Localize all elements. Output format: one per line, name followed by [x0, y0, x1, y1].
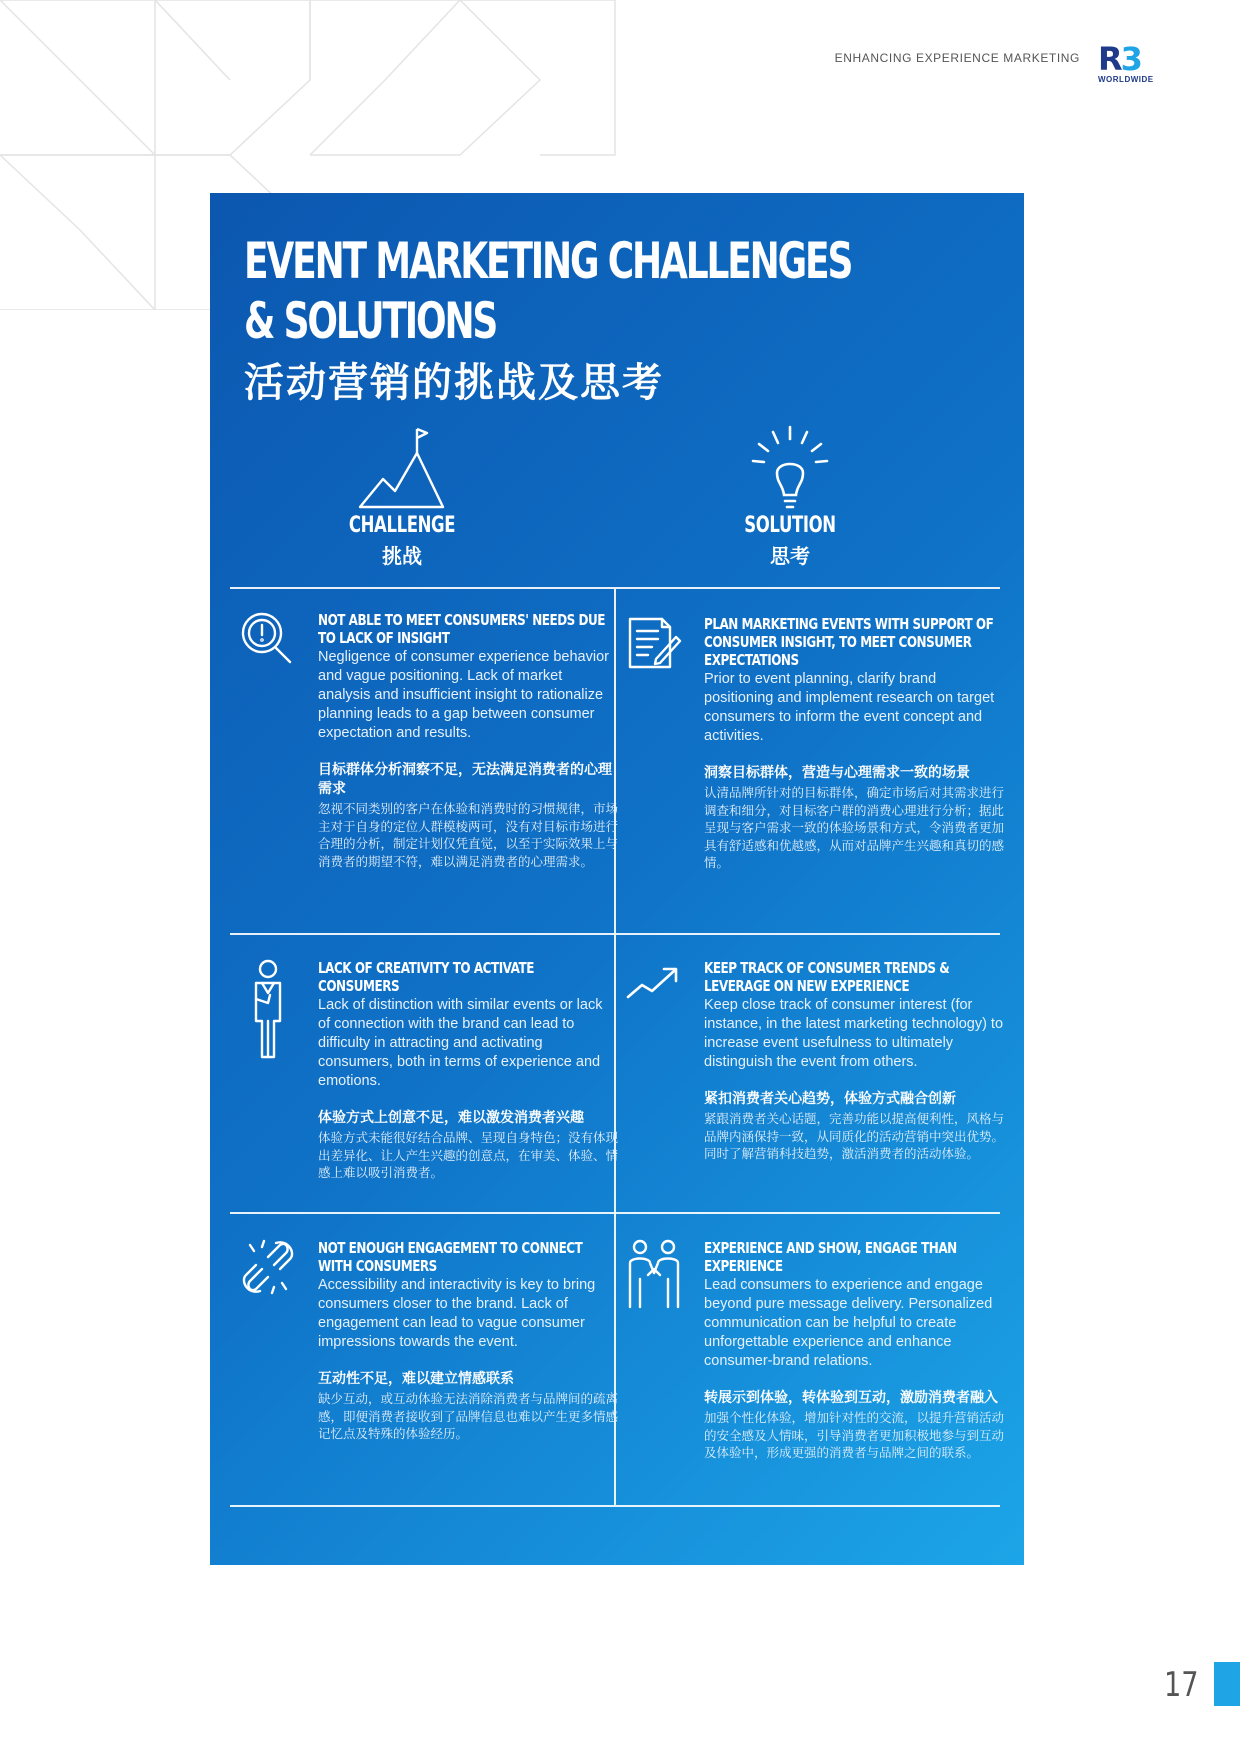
page-tab-marker — [1214, 1662, 1240, 1706]
logo-subtitle: WORLDWIDE — [1098, 75, 1154, 84]
challenge-title: NOT ENOUGH ENGAGEMENT TO CONNECT WITH CONSUMERS — [318, 1239, 583, 1275]
page-title-line-2: & SOLUTIONS — [244, 292, 497, 350]
challenge-body: Lack of distinction with similar events or lack of connection with the brand can lead to difficulty in attracting and activating consumers, both in terms of experience and emotions. — [318, 997, 603, 1089]
page-title-chinese: 活动营销的挑战及思考 — [244, 360, 664, 406]
challenge-body-chinese: 忽视不同类别的客户在体验和消费时的习惯规律，市场主对于自身的定位人群模棱两可，没有对目标市场进行合理的分析，制定计划仅凭直觉，以至于实际效果上与消费者的期望不符，难以满足消费者的心理需求。 — [318, 801, 619, 869]
thinking-person-icon — [240, 959, 296, 1059]
solution-body-chinese: 加强个性化体验，增加针对性的交流，以提升营销活动的安全感及人情味，引导消费者更加积极地参与到互动及体验中，形成更强的消费者与品牌之间的联系。 — [704, 1410, 1005, 1460]
company-logo — [1098, 40, 1162, 84]
solution-body: Keep close track of consumer interest (for instance, in the latest marketing technology) to increase event usefulness to ultimately distinguish the event from others. — [704, 997, 1004, 1070]
solution-body: Lead consumers to experience and engage beyond pure message delivery. Personalized communication can be helpful to create unforgettable experience and enhance consumer-brand relations. — [704, 1277, 993, 1369]
challenge-body-chinese: 缺少互动，或互动体验无法消除消费者与品牌间的疏离感，即便消费者接收到了品牌信息也难以产生更多情感记忆点及特殊的体验经历。 — [318, 1391, 619, 1441]
header-tagline: ENHANCING EXPERIENCE MARKETING — [834, 51, 1080, 65]
solution-title-chinese: 洞察目标群体，营造与心理需求一致的场景 — [704, 765, 970, 781]
solution-body: Prior to event planning, clarify brand positioning and implement research on target consumers to inform the event concept and activities. — [704, 671, 995, 744]
page-number: 17 — [1164, 1665, 1199, 1705]
logo-mark: R3 — [1098, 40, 1141, 78]
handshake-people-icon — [626, 1239, 682, 1309]
mountain-flag-icon — [357, 425, 447, 509]
challenge-title: LACK OF CREATIVITY TO ACTIVATE CONSUMERS — [318, 959, 534, 995]
challenge-body: Accessibility and interactivity is key to bring consumers closer to the brand. Lack of engagement can lead to vague consumer impressions towards the event. — [318, 1277, 596, 1350]
trend-up-icon — [626, 959, 682, 1015]
challenge-title: NOT ABLE TO MEET CONSUMERS' NEEDS DUE TO LACK OF INSIGHT — [318, 611, 605, 647]
challenge-body: Negligence of consumer experience behavior and vague positioning. Lack of market analysis and insufficient insight to rationalize planning leads to a gap between consumer expectation and results. — [318, 649, 609, 741]
solution-title-chinese: 紧扣消费者关心趋势，体验方式融合创新 — [704, 1091, 956, 1107]
solution-body-chinese: 认清品牌所针对的目标群体，确定市场后对其需求进行调查和细分，对目标客户群的消费心理进行分析；据此呈现与客户需求一致的体验场景和方式，令消费者更加具有舒适感和优越感，从而对品牌产生兴趣和真切的感情。 — [704, 785, 1005, 870]
magnifier-alert-icon — [240, 611, 296, 667]
lightbulb-icon — [745, 425, 835, 509]
challenge-title-chinese: 体验方式上创意不足，难以激发消费者兴趣 — [318, 1110, 584, 1126]
solution-label-chinese: 思考 — [770, 544, 810, 568]
document-pen-icon — [626, 615, 682, 671]
solution-title: PLAN MARKETING EVENTS WITH SUPPORT OF CONSUMER INSIGHT, TO MEET CONSUMER EXPECTATIONS — [704, 615, 994, 669]
solution-title-chinese: 转展示到体验，转体验到互动，激励消费者融入 — [704, 1390, 998, 1406]
divider-bottom — [230, 1505, 1000, 1507]
solution-body-chinese: 紧跟消费者关心话题，完善功能以提高便利性，风格与品牌内涵保持一致，从同质化的活动营销中突出优势。同时了解营销科技趋势，激活消费者的活动体验。 — [704, 1111, 1005, 1161]
challenge-body-chinese: 体验方式未能很好结合品牌、呈现自身特色；没有体现出差异化、让人产生兴趣的创意点，在审美、体验、情感上难以吸引消费者。 — [318, 1130, 619, 1180]
solution-title: KEEP TRACK OF CONSUMER TRENDS & LEVERAGE ON NEW EXPERIENCE — [704, 959, 950, 995]
challenge-title-chinese: 互动性不足，难以建立情感联系 — [318, 1371, 514, 1387]
broken-chain-icon — [240, 1239, 296, 1295]
solution-column-header — [680, 425, 900, 569]
page-title-line-1: EVENT MARKETING CHALLENGES — [244, 232, 852, 290]
content-panel — [210, 193, 1024, 1565]
page-title — [244, 231, 851, 351]
challenge-title-chinese: 目标群体分析洞察不足，无法满足消费者的心理需求 — [318, 762, 612, 797]
challenge-label-chinese: 挑战 — [382, 544, 422, 568]
challenge-label: CHALLENGE — [348, 513, 456, 538]
challenge-column-header — [292, 425, 512, 569]
solution-title: EXPERIENCE AND SHOW, ENGAGE THAN EXPERIENCE — [704, 1239, 957, 1275]
solution-label: SOLUTION — [744, 513, 836, 538]
